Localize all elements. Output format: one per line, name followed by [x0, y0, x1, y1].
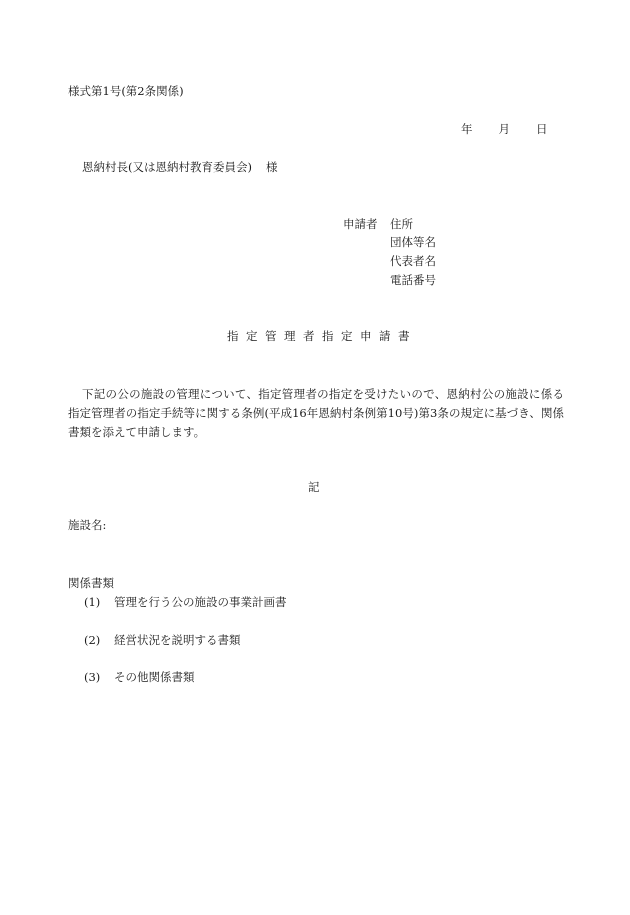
item-text: 経営状況を説明する書類	[114, 633, 241, 647]
related-document-item	[84, 635, 241, 647]
applicant-phone-label: 電話番号	[390, 273, 436, 287]
applicant-organization-label: 団体等名	[390, 235, 436, 249]
addressee	[82, 162, 277, 174]
item-number: (1)	[84, 595, 101, 609]
item-number: (2)	[84, 633, 101, 647]
related-document-item	[84, 597, 287, 609]
ki-marker: 記	[308, 480, 320, 494]
related-document-item	[84, 672, 195, 684]
related-documents-heading: 関係書類	[68, 576, 114, 590]
applicant-address-label: 住所	[390, 217, 413, 231]
item-text: その他関係書類	[114, 670, 195, 684]
item-number: (3)	[84, 670, 101, 684]
facility-name-label: 施設名:	[68, 518, 107, 532]
addressee-name: 恩納村長(又は恩納村教育委員会)	[82, 160, 252, 174]
addressee-honorific: 様	[265, 160, 278, 174]
form-number: 様式第1号(第2条関係)	[68, 84, 184, 98]
date-day-label: 日	[536, 122, 548, 136]
applicant-label: 申請者	[343, 217, 378, 231]
date-year-label: 年	[461, 122, 473, 136]
body-paragraph: 下記の公の施設の管理について、指定管理者の指定を受けたいので、恩納村公の施設に係る指定管理者の指定手続等に関する条例(平成16年恩納村条例第10号)第3条の規定に基づき、関係書類を添えて申請します。	[68, 387, 564, 439]
document-title: 指定管理者指定申請書	[227, 329, 417, 343]
applicant-representative-label: 代表者名	[390, 254, 436, 268]
item-text: 管理を行う公の施設の事業計画書	[114, 595, 287, 609]
date-month-label: 月	[498, 122, 510, 136]
date-line	[461, 124, 548, 136]
